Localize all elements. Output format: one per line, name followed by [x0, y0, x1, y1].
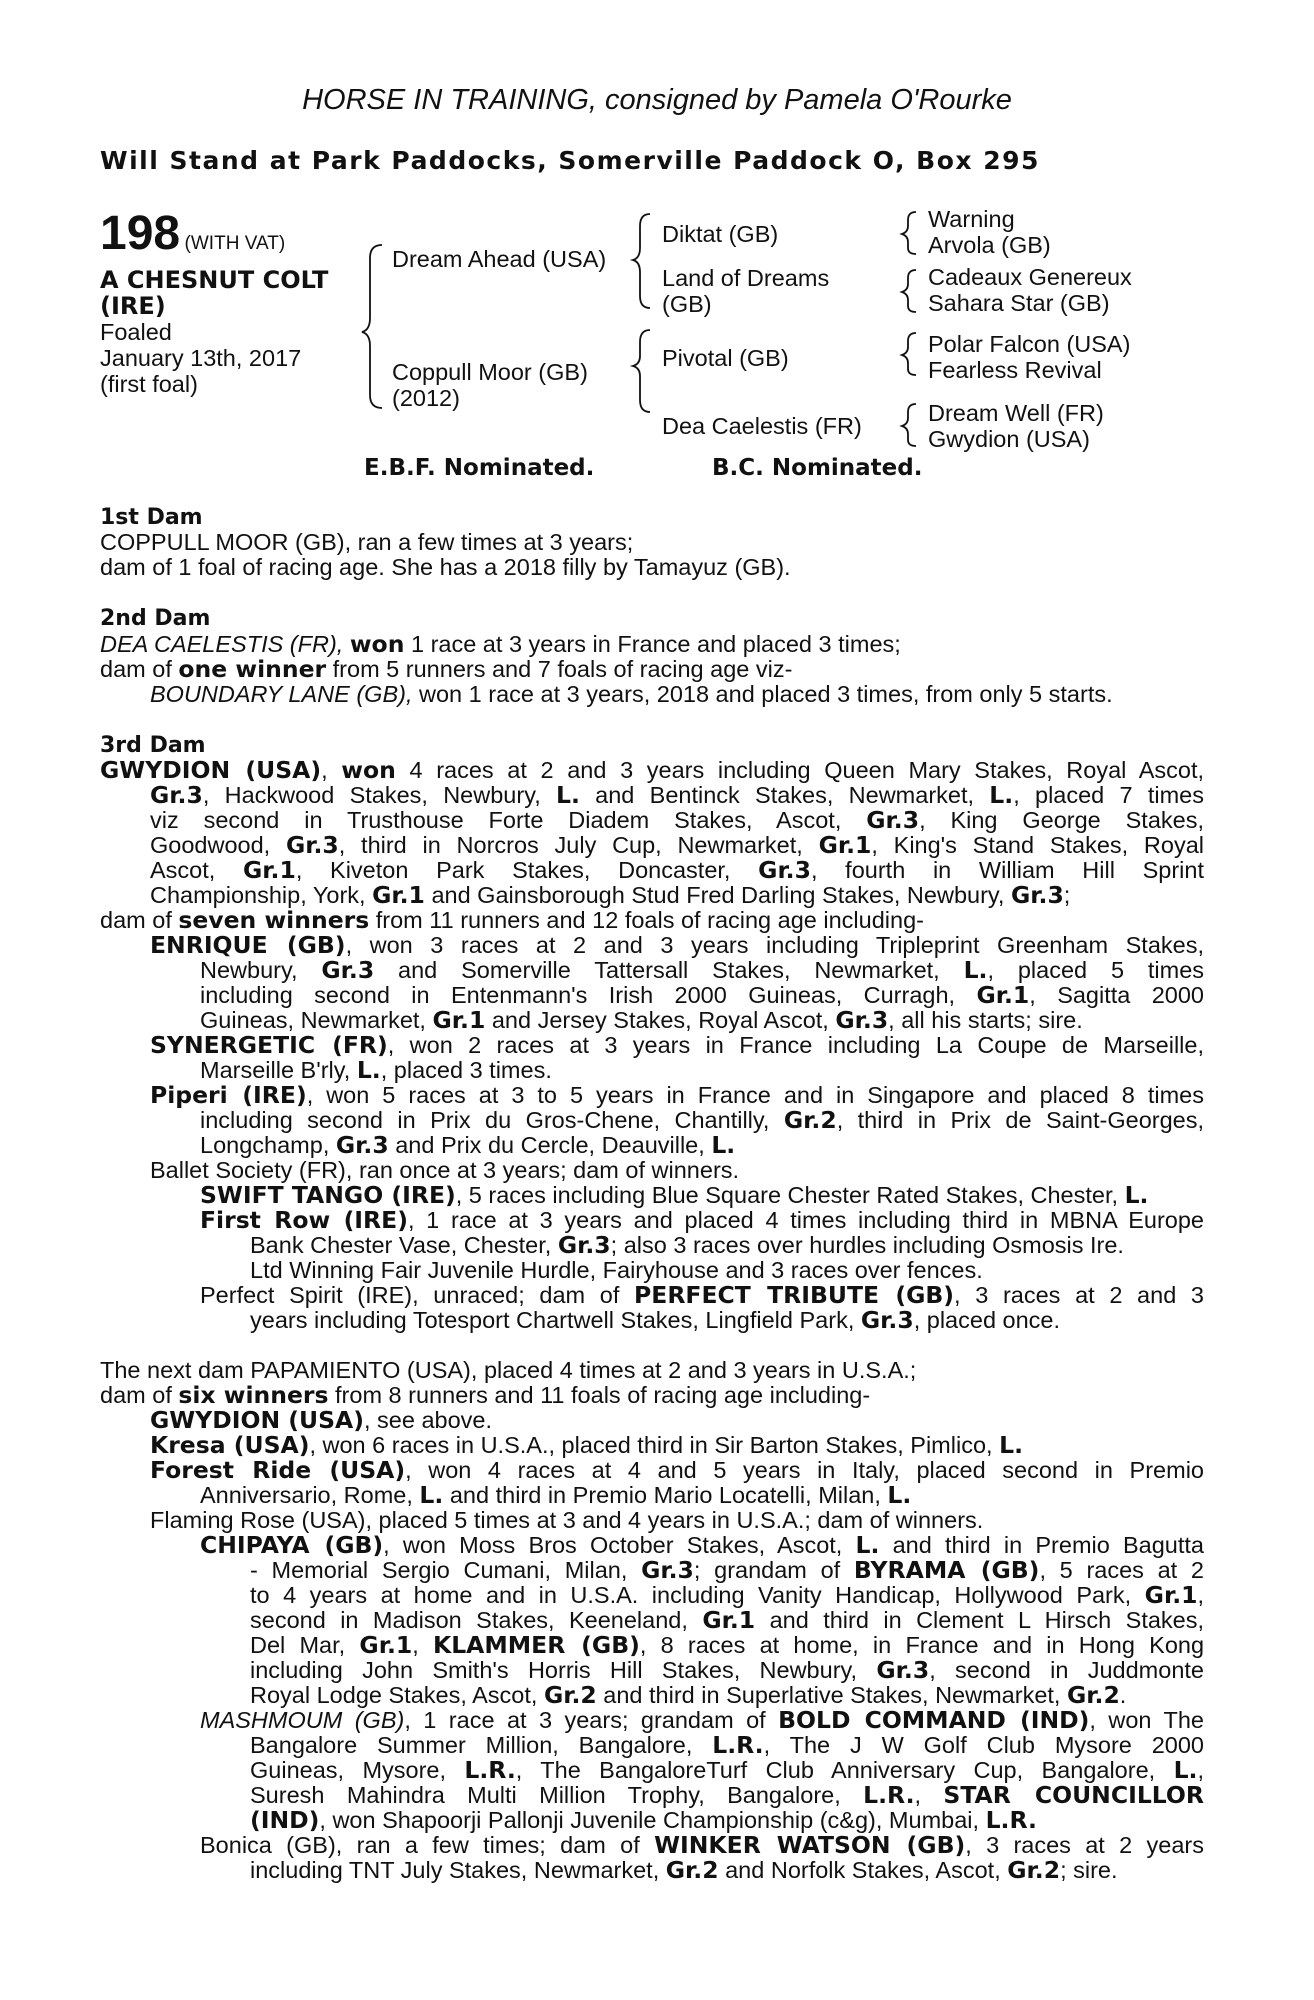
- sire-dam-origin: (GB): [662, 291, 712, 317]
- second-dam-heading: 2nd Dam: [100, 606, 211, 631]
- third-dam-line: dam of seven winners from 11 runners and 12 foals of racing age including-: [100, 906, 924, 934]
- third-dam-line: GWYDION (USA), won 4 races at 2 and 3 years including Queen Mary Stakes, Royal Ascot,: [100, 756, 1205, 784]
- next-dam-progeny: Kresa (USA), won 6 races in U.S.A., placed third in Sir Barton Stakes, Pimlico, L.: [150, 1431, 1023, 1459]
- second-dam-line: DEA CAELESTIS (FR), won 1 race at 3 years in France and placed 3 times;: [100, 630, 901, 658]
- progeny-line: Piperi (IRE), won 5 races at 3 to 5 years in France and in Singapore and placed 8 times: [150, 1081, 1204, 1109]
- mashmoum-line: Bangalore Summer Million, Bangalore, L.R., The J W Golf Club Mysore 2000: [250, 1731, 1205, 1759]
- gg-sire-4: Dream Well (FR): [928, 400, 1104, 426]
- dam-brace: [633, 330, 650, 412]
- dam-dam-name: Dea Caelestis (FR): [662, 413, 862, 439]
- grandprogeny-line: Ltd Winning Fair Juvenile Hurdle, Fairyhouse and 3 races over fences.: [250, 1257, 983, 1283]
- first-dam-line: dam of 1 foal of racing age. She has a 2018 filly by Tamayuz (GB).: [100, 554, 791, 580]
- chipaya-line: to 4 years at home and in U.S.A. including Vanity Handicap, Hollywood Park, Gr.1,: [250, 1581, 1205, 1609]
- next-dam-progeny: GWYDION (USA), see above.: [150, 1406, 493, 1434]
- third-dam-line: Gr.3, Hackwood Stakes, Newbury, L. and Bentinck Stakes, Newmarket, L., placed 7 times: [150, 781, 1204, 809]
- foaled-date: January 13th, 2017: [100, 345, 302, 371]
- progeny-line: SYNERGETIC (FR), won 2 races at 3 years in France including La Coupe de Marseille,: [150, 1031, 1204, 1059]
- chipaya-line: Del Mar, Gr.1, KLAMMER (GB), 8 races at home, in France and in Hong Kong: [250, 1631, 1205, 1659]
- chipaya-line: - Memorial Sergio Cumani, Milan, Gr.3; grandam of BYRAMA (GB), 5 races at 2: [250, 1556, 1204, 1584]
- chipaya-line: second in Madison Stakes, Keeneland, Gr.1 and third in Clement L Hirsch Stakes,: [250, 1606, 1205, 1634]
- gg-dam-4: Gwydion (USA): [928, 426, 1090, 452]
- vat-note: (WITH VAT): [184, 233, 286, 254]
- dam-sire-brace: [902, 333, 916, 375]
- gg-sire-2: Cadeaux Genereux: [928, 264, 1132, 290]
- pedigree-braces: [0, 0, 1314, 480]
- next-dam-progeny: Flaming Rose (USA), placed 5 times at 3 and 4 years in U.S.A.; dam of winners.: [150, 1507, 984, 1533]
- next-dam-progeny: Forest Ride (USA), won 4 races at 4 and 5 years in Italy, placed second in Premio: [150, 1456, 1204, 1484]
- sire-dam-name: Land of Dreams: [662, 265, 830, 291]
- sire-dam-sub-brace: [902, 270, 916, 312]
- stand-location: Will Stand at Park Paddocks, Somerville Paddock O, Box 295: [100, 146, 1040, 175]
- gg-sire-1: Warning: [928, 206, 1015, 232]
- progeny-line: including second in Entenmann's Irish 2000 Guineas, Curragh, Gr.1, Sagitta 2000: [200, 981, 1205, 1009]
- next-dam-line: The next dam PAPAMIENTO (USA), placed 4 times at 2 and 3 years in U.S.A.;: [100, 1357, 917, 1383]
- progeny-line: Longchamp, Gr.3 and Prix du Cercle, Deauville, L.: [200, 1131, 736, 1159]
- lot-description: A CHESNUT COLT: [100, 266, 329, 294]
- foal-note: (first foal): [100, 371, 198, 397]
- second-dam-line: BOUNDARY LANE (GB), won 1 race at 3 years, 2018 and placed 3 times, from only 5 starts.: [150, 681, 1113, 707]
- mashmoum-line: (IND), won Shapoorji Pallonji Juvenile Championship (c&g), Mumbai, L.R.: [250, 1806, 1037, 1834]
- progeny-line: Newbury, Gr.3 and Somerville Tattersall Stakes, Newmarket, L., placed 5 times: [200, 956, 1205, 984]
- progeny-line: Guineas, Newmarket, Gr.1 and Jersey Stakes, Royal Ascot, Gr.3, all his starts; sire.: [200, 1006, 1083, 1034]
- grandprogeny-line: First Row (IRE), 1 race at 3 years and placed 4 times including third in MBNA Europe: [200, 1206, 1205, 1234]
- grandprogeny-line: Bank Chester Vase, Chester, Gr.3; also 3 races over hurdles including Osmosis Ire.: [250, 1231, 1124, 1259]
- gg-dam-3: Fearless Revival: [928, 357, 1102, 383]
- third-dam-line: Goodwood, Gr.3, third in Norcros July Cup, Newmarket, Gr.1, King's Stand Stakes, Royal: [150, 831, 1205, 859]
- consignment-title: HORSE IN TRAINING, consigned by Pamela O'Rourke: [302, 84, 1012, 116]
- chipaya-line: CHIPAYA (GB), won Moss Bros October Stakes, Ascot, L. and third in Premio Bagutta: [200, 1531, 1205, 1559]
- foaled-label: Foaled: [100, 319, 172, 345]
- first-dam-heading: 1st Dam: [100, 505, 203, 530]
- dam-sire-name: Pivotal (GB): [662, 345, 789, 371]
- third-dam-line: Championship, York, Gr.1 and Gainsborough Stud Fred Darling Stakes, Newbury, Gr.3;: [150, 881, 1071, 909]
- dam-year: (2012): [392, 385, 460, 411]
- dam-dam-brace: [902, 404, 916, 446]
- next-dam-progeny: Anniversario, Rome, L. and third in Premio Mario Locatelli, Milan, L.: [200, 1481, 912, 1509]
- sire-sire-name: Diktat (GB): [662, 221, 779, 247]
- sire-dam-brace: [362, 245, 382, 408]
- sire-brace: [633, 214, 650, 308]
- bonica-line: including TNT July Stakes, Newmarket, Gr.2 and Norfolk Stakes, Ascot, Gr.2; sire.: [250, 1856, 1118, 1884]
- sire-name: Dream Ahead (USA): [392, 246, 607, 272]
- grandprogeny-line: Perfect Spirit (IRE), unraced; dam of PERFECT TRIBUTE (GB), 3 races at 2 and 3: [200, 1281, 1204, 1309]
- third-dam-line: viz second in Trusthouse Forte Diadem Stakes, Ascot, Gr.3, King George Stakes,: [150, 806, 1204, 834]
- ebf-nominated: E.B.F. Nominated.: [364, 455, 595, 481]
- gg-dam-2: Sahara Star (GB): [928, 290, 1110, 316]
- third-dam-line: Ascot, Gr.1, Kiveton Park Stakes, Doncaster, Gr.3, fourth in William Hill Sprint: [150, 856, 1205, 884]
- mashmoum-line: Guineas, Mysore, L.R., The BangaloreTurf Club Anniversary Cup, Bangalore, L.,: [250, 1756, 1204, 1784]
- lot-number: 198: [100, 207, 181, 260]
- mashmoum-line: Suresh Mahindra Multi Million Trophy, Bangalore, L.R., STAR COUNCILLOR: [250, 1781, 1204, 1809]
- sire-sire-brace: [902, 212, 916, 254]
- progeny-line: Ballet Society (FR), ran once at 3 years; dam of winners.: [150, 1157, 740, 1183]
- third-dam-heading: 3rd Dam: [100, 733, 206, 758]
- bonica-line: Bonica (GB), ran a few times; dam of WINKER WATSON (GB), 3 races at 2 years: [200, 1831, 1204, 1859]
- second-dam-line: dam of one winner from 5 runners and 7 foals of racing age viz-: [100, 655, 793, 683]
- dam-name: Coppull Moor (GB): [392, 359, 588, 385]
- lot-description-origin: (IRE): [100, 292, 166, 320]
- chipaya-line: including John Smith's Horris Hill Stakes, Newbury, Gr.3, second in Juddmonte: [250, 1656, 1204, 1684]
- grandprogeny-line: SWIFT TANGO (IRE), 5 races including Blue Square Chester Rated Stakes, Chester, L.: [200, 1181, 1149, 1209]
- first-dam-line: COPPULL MOOR (GB), ran a few times at 3 years;: [100, 529, 634, 555]
- mashmoum-line: MASHMOUM (GB), 1 race at 3 years; grandam of BOLD COMMAND (IND), won The: [200, 1706, 1204, 1734]
- next-dam-line: dam of six winners from 8 runners and 11 foals of racing age including-: [100, 1381, 871, 1409]
- bc-nominated: B.C. Nominated.: [712, 455, 923, 481]
- gg-sire-3: Polar Falcon (USA): [928, 331, 1131, 357]
- progeny-line: ENRIQUE (GB), won 3 races at 2 and 3 years including Tripleprint Greenham Stakes,: [150, 931, 1204, 959]
- progeny-line: Marseille B'rly, L., placed 3 times.: [200, 1056, 552, 1084]
- gg-dam-1: Arvola (GB): [928, 232, 1051, 258]
- progeny-line: including second in Prix du Gros-Chene, Chantilly, Gr.2, third in Prix de Saint-Georges,: [200, 1106, 1205, 1134]
- grandprogeny-line: years including Totesport Chartwell Stakes, Lingfield Park, Gr.3, placed once.: [250, 1306, 1061, 1334]
- chipaya-line: Royal Lodge Stakes, Ascot, Gr.2 and third in Superlative Stakes, Newmarket, Gr.2.: [250, 1681, 1127, 1709]
